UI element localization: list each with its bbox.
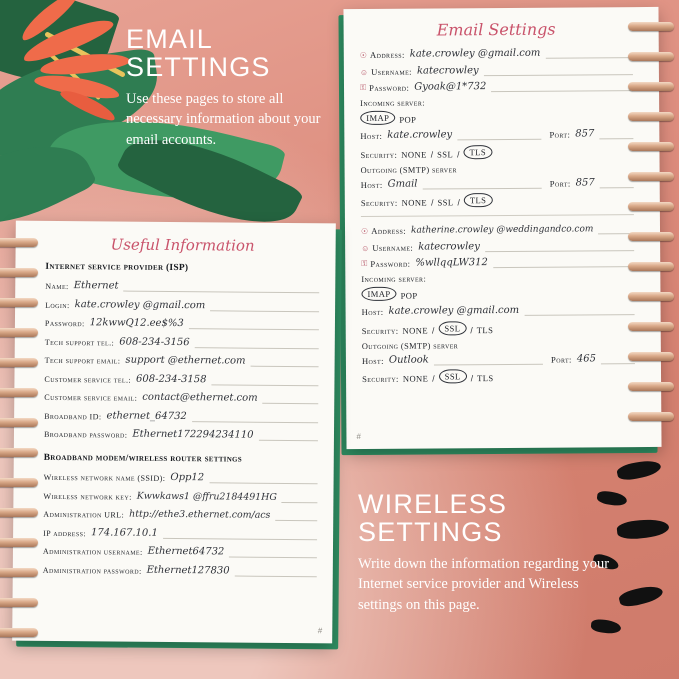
- user-icon: ☺: [361, 243, 370, 253]
- email-page-title: Email Settings: [436, 19, 556, 40]
- out-port-label: Port:: [549, 178, 571, 189]
- modem-section-heading: Broadband modem/wireless router settings: [43, 452, 243, 465]
- isp-password-label: Password:: [44, 318, 85, 329]
- tech-support-email-value: support @ethernet.com: [125, 354, 246, 367]
- incoming-server-label: Incoming server:: [360, 98, 425, 108]
- out-security-label: Security:: [362, 373, 399, 384]
- email-username-field[interactable]: [360, 63, 633, 77]
- customer-service-email-value: contact@ethernet.com: [142, 391, 258, 404]
- email-settings-page: [343, 7, 661, 449]
- write-line: [545, 46, 633, 59]
- modem-row[interactable]: [43, 524, 317, 539]
- outgoing-host-field[interactable]: [362, 352, 635, 366]
- email-page-mark: #: [356, 431, 361, 442]
- pop-option[interactable]: POP: [399, 114, 417, 125]
- broadband-id-value: ethernet_64732: [106, 409, 187, 422]
- broadband-password-value: Ethernet172294234110: [132, 428, 254, 441]
- customer-service-tel-label: Customer service tel.:: [44, 374, 132, 385]
- isp-section-heading: Internet service provider (ISP): [45, 261, 189, 274]
- isp-row[interactable]: [44, 426, 318, 441]
- modem-row[interactable]: [43, 543, 317, 558]
- write-line: [192, 409, 318, 423]
- email-address-field[interactable]: [360, 46, 633, 60]
- write-line: [124, 279, 320, 294]
- wireless-promo-body: Write down the information regarding your Internet service provider and Wireless settings on this page.: [358, 555, 610, 613]
- isp-row[interactable]: [45, 352, 319, 367]
- out-security-none-option[interactable]: NONE: [402, 373, 429, 384]
- ip-address-label: IP address:: [43, 528, 87, 538]
- port-value: 857: [575, 128, 595, 140]
- incoming-security-row[interactable]: Security: NONE / SSL / TLS: [362, 320, 635, 336]
- outgoing-server-label: Outgoing (SMTP) server: [361, 340, 459, 351]
- incoming-security-row[interactable]: Security: NONE / SSL / TLS: [360, 144, 633, 160]
- incoming-host-field[interactable]: [362, 303, 635, 317]
- email-account-block: [360, 46, 634, 208]
- username-label: Username:: [371, 66, 412, 77]
- security-tls-option[interactable]: TLS: [463, 145, 492, 159]
- email-password-field[interactable]: [360, 79, 633, 93]
- security-none-option[interactable]: NONE: [402, 325, 428, 336]
- email-account-block: [361, 222, 635, 384]
- useful-information-page: [12, 221, 336, 644]
- section-divider: [361, 214, 634, 217]
- customer-service-email-label: Customer service email:: [44, 392, 138, 403]
- lock-icon: ⚿: [359, 82, 367, 92]
- password-value: Gyoak@1*732: [414, 81, 487, 93]
- address-label: Address:: [369, 49, 405, 60]
- security-label: Security:: [360, 149, 398, 160]
- admin-username-label: Administration username:: [42, 546, 143, 557]
- out-port-value: 857: [575, 176, 595, 188]
- host-label: Host:: [361, 306, 384, 317]
- security-label: Security:: [361, 325, 399, 336]
- isp-row[interactable]: [45, 296, 319, 311]
- security-none-option[interactable]: NONE: [401, 149, 427, 160]
- isp-row[interactable]: [44, 370, 318, 385]
- address-value: katherine.crowley @weddingandco.com: [410, 224, 594, 236]
- isp-row[interactable]: [45, 333, 319, 348]
- write-line: [422, 176, 541, 189]
- ssid-value: Opp12: [170, 471, 205, 484]
- out-host-label: Host:: [360, 179, 383, 190]
- write-line: [457, 128, 541, 141]
- modem-row[interactable]: [43, 506, 317, 521]
- outgoing-host-field[interactable]: [361, 176, 634, 190]
- incoming-host-field[interactable]: [360, 127, 633, 141]
- isp-name-value: Ethernet: [73, 280, 119, 292]
- out-security-label: Security:: [360, 197, 398, 208]
- write-line: [210, 298, 319, 312]
- ssid-label: Wireless network name (SSID):: [43, 472, 166, 483]
- security-tls-option[interactable]: TLS: [476, 324, 494, 335]
- out-host-value: Outlook: [388, 354, 429, 366]
- lock-icon: ⚿: [361, 258, 368, 268]
- ip-address-value: 174.167.10.1: [90, 526, 158, 539]
- write-line: [282, 489, 318, 502]
- modem-row[interactable]: [43, 561, 317, 576]
- address-value: kate.crowley @gmail.com: [409, 47, 541, 60]
- broadband-password-label: Broadband password:: [43, 429, 128, 440]
- write-line: [251, 354, 319, 368]
- admin-username-value: Ethernet64732: [147, 545, 225, 558]
- write-line: [235, 563, 317, 577]
- write-line: [275, 508, 317, 521]
- host-value: kate.crowley: [387, 129, 453, 141]
- username-value: katecrowley: [418, 240, 480, 253]
- write-line: [189, 316, 319, 330]
- security-ssl-option[interactable]: SSL: [438, 321, 466, 335]
- email-username-field[interactable]: [361, 239, 634, 253]
- administration-url-value: http://ethe3.ethernet.com/acs: [129, 508, 271, 521]
- write-line: [493, 255, 634, 268]
- modem-row[interactable]: [43, 487, 317, 502]
- email-address-field[interactable]: [361, 222, 634, 236]
- broadband-id-label: Broadband ID:: [44, 411, 102, 421]
- write-line: [434, 352, 543, 365]
- isp-row[interactable]: [44, 389, 318, 404]
- at-icon: ☉: [360, 226, 369, 236]
- out-security-ssl-option[interactable]: SSL: [439, 369, 467, 383]
- incoming-server-type[interactable]: [360, 109, 633, 125]
- email-promo-body: Use these pages to store all necessary information about your email accounts.: [126, 90, 321, 148]
- out-port-value: 465: [576, 352, 596, 364]
- password-label: Password:: [370, 258, 411, 269]
- administration-url-label: Administration URL:: [43, 509, 125, 520]
- write-line: [211, 372, 318, 386]
- isp-row[interactable]: [44, 407, 318, 422]
- password-label: Password:: [369, 82, 410, 93]
- write-line: [485, 239, 634, 252]
- out-security-tls-option[interactable]: TLS: [477, 373, 494, 384]
- out-host-label: Host:: [361, 355, 384, 366]
- out-security-ssl-option[interactable]: SSL: [437, 197, 454, 208]
- isp-name-label: Name:: [45, 281, 69, 292]
- out-security-none-option[interactable]: NONE: [401, 197, 428, 208]
- wireless-promo-headline: WIRELESS SETTINGS: [358, 489, 508, 548]
- write-line: [484, 63, 633, 76]
- username-value: katecrowley: [416, 64, 479, 77]
- network-key-value: Kwwkaws1 @ffru2184491HG: [136, 490, 277, 503]
- isp-login-label: Login:: [45, 300, 70, 310]
- write-line: [195, 335, 319, 349]
- tech-support-tel-value: 608-234-3156: [119, 336, 190, 348]
- host-label: Host:: [360, 130, 383, 141]
- write-line: [491, 79, 633, 92]
- write-line: [229, 544, 317, 558]
- imap-option[interactable]: IMAP: [361, 287, 396, 301]
- email-settings-promo: [126, 25, 341, 150]
- email-password-field[interactable]: [361, 255, 634, 269]
- write-line: [259, 428, 319, 442]
- out-port-label: Port:: [550, 354, 572, 365]
- customer-service-tel-value: 608-234-3158: [136, 373, 207, 385]
- user-icon: ☺: [359, 67, 369, 77]
- info-page-title: Useful Information: [110, 235, 255, 255]
- network-key-label: Wireless network key:: [43, 491, 132, 502]
- admin-password-label: Administration password:: [42, 565, 142, 576]
- write-line: [599, 127, 633, 139]
- at-icon: ☉: [359, 50, 367, 60]
- incoming-server-label: Incoming server:: [361, 274, 427, 284]
- port-label: Port:: [549, 129, 571, 140]
- info-page-mark: #: [317, 626, 323, 636]
- isp-row[interactable]: [45, 278, 319, 293]
- isp-password-value: 12kwwQ12.ee$%3: [89, 317, 184, 330]
- security-ssl-option[interactable]: SSL: [437, 148, 454, 159]
- email-promo-headline: EMAIL SETTINGS: [126, 24, 271, 83]
- address-label: Address:: [371, 225, 407, 236]
- write-line: [209, 470, 318, 484]
- write-line: [524, 303, 635, 316]
- isp-row[interactable]: [45, 315, 319, 330]
- username-label: Username:: [372, 242, 414, 253]
- password-value: %wllqqLW312: [415, 257, 488, 269]
- write-line: [263, 391, 319, 404]
- pop-option[interactable]: POP: [400, 290, 418, 301]
- tech-support-tel-label: Tech support tel.:: [44, 337, 115, 347]
- wireless-settings-promo: [358, 490, 618, 615]
- out-host-value: Gmail: [387, 178, 418, 190]
- outgoing-security-row[interactable]: Security: NONE / SSL / TLS: [362, 368, 635, 384]
- outgoing-server-label: Outgoing (SMTP) server: [360, 164, 457, 175]
- admin-password-value: Ethernet127830: [146, 564, 230, 576]
- tech-support-email-label: Tech support email:: [44, 355, 121, 366]
- write-line: [163, 525, 317, 539]
- imap-option[interactable]: IMAP: [360, 111, 395, 125]
- host-value: kate.crowley @gmail.com: [388, 304, 520, 317]
- out-security-tls-option[interactable]: TLS: [464, 193, 493, 207]
- incoming-server-type[interactable]: [361, 285, 634, 301]
- modem-row[interactable]: [44, 469, 318, 484]
- outgoing-security-row[interactable]: Security: NONE / SSL / TLS: [361, 192, 634, 208]
- isp-login-value: kate.crowley @gmail.com: [74, 298, 206, 311]
